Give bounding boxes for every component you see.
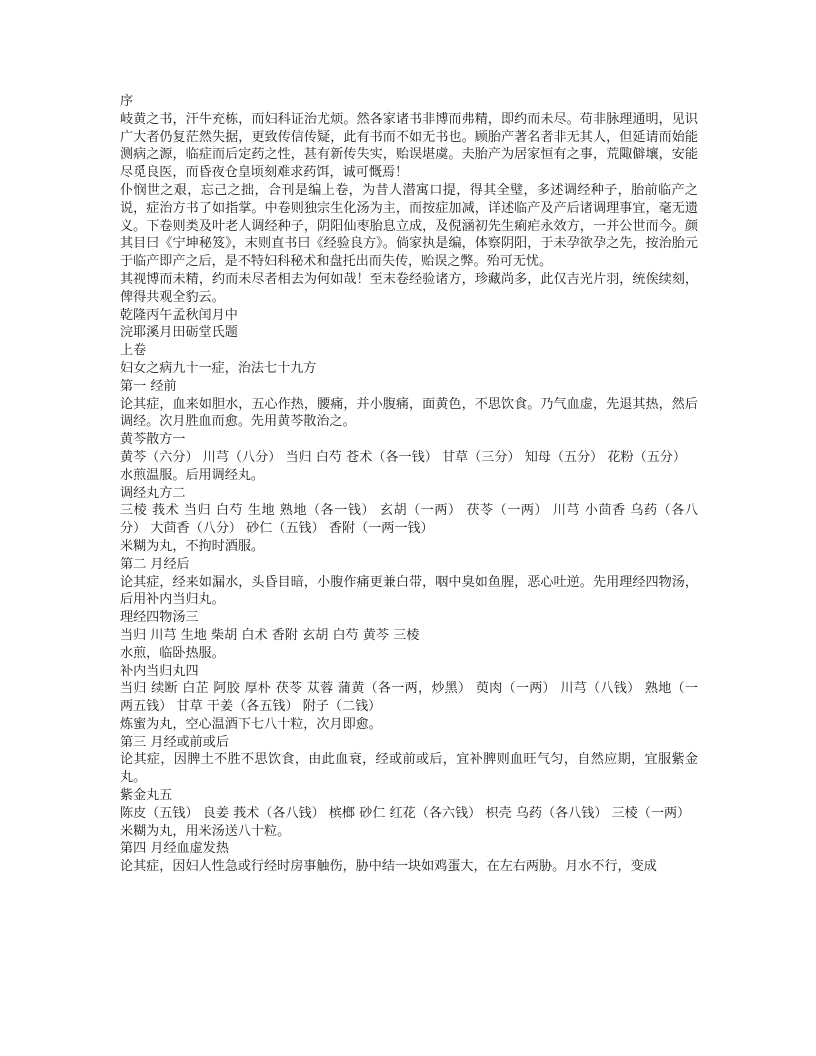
formula-title-5: 紫金丸五: [120, 788, 173, 804]
preface-heading: 序: [120, 94, 134, 109]
formula-title-3: 理经四物汤三: [120, 610, 199, 626]
formula-usage-2: 米糊为丸，不拘时酒服。: [120, 538, 265, 554]
formula-usage-1: 水煎温服。后用调经丸。: [120, 467, 265, 483]
formula-usage-3: 水煎，临卧热服。: [120, 645, 225, 661]
formula-ingredients-4: 当归 续断 白芷 阿胶 厚朴 茯苓 苁蓉 蒲黄（各一两，炒黑） 萸肉（一两） 川芎（八钱） 熟地（一两五钱） 甘草 干姜（各五钱） 附子（二钱）: [120, 681, 698, 715]
preface-date: 乾隆丙午孟秋闰月中: [120, 307, 238, 323]
formula-usage-5: 米糊为丸，用米汤送八十粒。: [120, 823, 291, 839]
section-text-3: 论其症，因脾土不胜不思饮食，由此血衰，经或前或后，宜补脾则血旺气匀，自然应期，宜服紫金丸。: [120, 752, 698, 786]
section-text-2: 论其症，经来如漏水，头昏目暗，小腹作痛更兼白带，咽中臭如鱼腥，恶心吐逆。先用理经四物汤，后用补内当归丸。: [120, 574, 698, 608]
volume-heading: 上卷: [120, 343, 147, 359]
section-text-4: 论其症，因妇人性急或行经时房事触伤，胁中结一块如鸡蛋大，在左右两胁。月水不行，变成: [120, 859, 657, 875]
formula-ingredients-5: 陈皮（五钱） 良姜 莪术（各八钱） 槟榔 砂仁 红花（各六钱） 枳壳 乌药（各八钱） 三棱（一两）: [120, 805, 691, 821]
preface-paragraph-2: 仆悯世之艰，忘己之拙，合刊是编上卷，为昔人潜寓口提，得其全璧，多述调经种子，胎前临产之说，症治方书了如指掌。中卷则独宗生化汤为主，而按症加减，详述临产及产后诸调理事宜，毫无遗义。下卷则类及叶老人调经种子，阴阳仙枣胎息立成，及倪涵初先生痢疟永效方，一并公世而今。颜其目曰《宁坤秘笈》，末则直书曰《经验良方》。倘家执是编，体察阴阳，于未孕欲孕之先，按治胎元于临产即产之后，是不特妇科秘术和盘托出而失传，贻误之弊。殆可无忧。: [120, 182, 698, 270]
formula-title-1: 黄芩散方一: [120, 432, 186, 448]
preface-signature: 浣耶溪月田砺堂氏题: [120, 325, 238, 341]
volume-summary: 妇女之病九十一症，治法七十九方: [120, 360, 317, 376]
formula-title-4: 补内当归丸四: [120, 663, 199, 679]
section-heading-3: 第三 月经或前或后: [120, 734, 229, 750]
section-heading-4: 第四 月经血虚发热: [120, 841, 229, 857]
section-heading-2: 第二 月经后: [120, 556, 190, 572]
formula-title-2: 调经丸方二: [120, 485, 186, 501]
document-page: [120, 93, 698, 876]
formula-ingredients-1: 黄芩（六分） 川芎（八分） 当归 白芍 苍术（各一钱） 甘草（三分） 知母（五分） 花粉（五分）: [120, 449, 686, 465]
section-text-1: 论其症，血来如胆水，五心作热，腰痛，并小腹痛，面黄色，不思饮食。乃气血虚，先退其热，然后调经。次月胜血而愈。先用黄芩散治之。: [120, 396, 698, 430]
formula-usage-4: 炼蜜为丸，空心温酒下七八十粒，次月即愈。: [120, 716, 382, 732]
section-heading-1: 第一 经前: [120, 378, 177, 394]
formula-ingredients-3: 当归 川芎 生地 柴胡 白术 香附 玄胡 白芍 黄芩 三棱: [120, 627, 420, 643]
preface-paragraph-1: 岐黄之书，汗牛充栋，而妇科证治尤烦。然各家诸书非博而弗精，即约而未尽。苟非脉理通明，见识广大者仍复茫然失据，更致传信传疑，此有书而不如无书也。顾胎产著名者非无其人，但延请而始能测病之源，临症而后定药之性，甚有新传失实，贻误堪虞。夫胎产为居家恒有之事，荒陬僻壤，安能尽觅良医，而昏夜仓皇顷刻难求药饵，诚可慨焉！: [120, 111, 698, 181]
preface-paragraph-3: 其视博而未精，约而未尽者相去为何如哉！至末卷经验诸方，珍藏尚多，此仅吉光片羽，统俟续刻，俾得共观全豹云。: [120, 271, 698, 305]
formula-ingredients-2: 三棱 莪术 当归 白芍 生地 熟地（各一钱） 玄胡（一两） 茯苓（一两） 川芎 小茴香 乌药（各八分） 大茴香（八分） 砂仁（五钱） 香附（一两一钱）: [120, 503, 698, 537]
